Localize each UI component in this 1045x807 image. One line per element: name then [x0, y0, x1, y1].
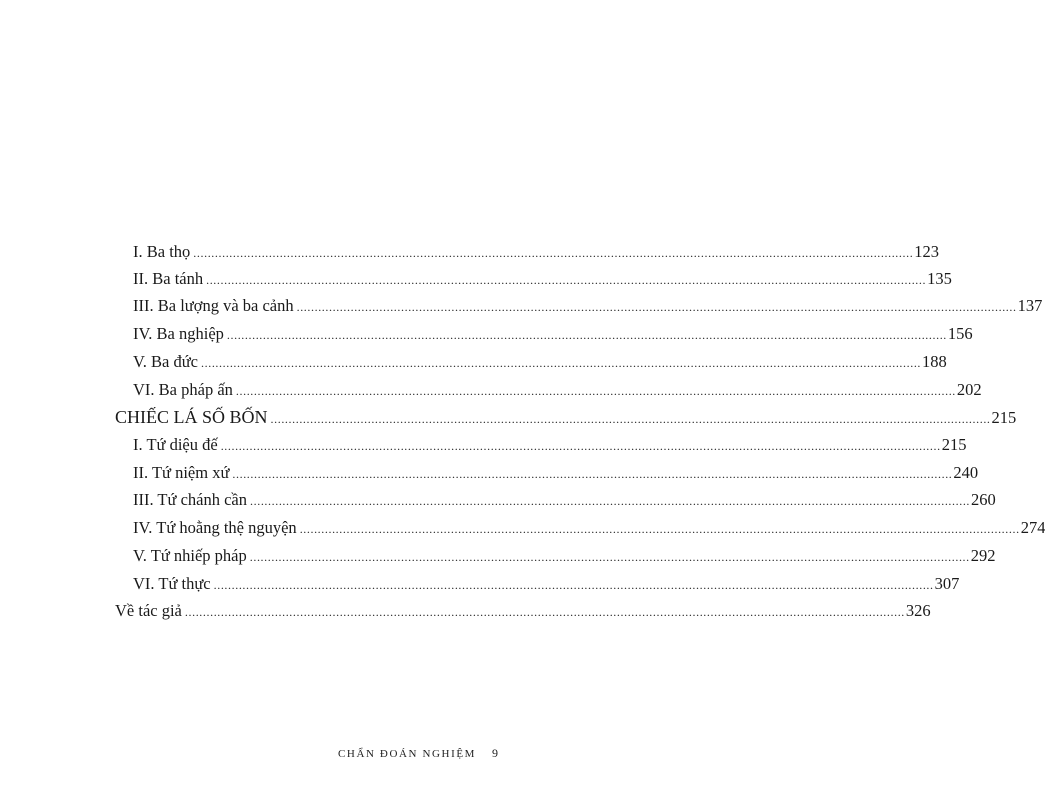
toc-entry[interactable] — [133, 378, 982, 402]
toc-leader-dots: ........................................................................................................................................................................................................ — [270, 412, 991, 426]
toc-entry-page: 215 — [941, 435, 967, 454]
toc-chapter-title: CHIẾC LÁ SỐ BỐN — [115, 407, 268, 427]
toc-entry-page: 240 — [953, 463, 979, 482]
toc-leader-dots: ........................................................................................................................................................................................................ — [226, 328, 947, 342]
running-title: CHẨN ĐOÁN NGHIỆM — [338, 748, 477, 760]
toc-leader-dots: ........................................................................................................................................................................................................ — [250, 494, 971, 508]
toc-entry[interactable] — [133, 516, 1045, 540]
toc-entry[interactable] — [133, 544, 996, 568]
toc-leader-dots: ........................................................................................................................................................................................................ — [213, 578, 934, 592]
toc-leader-dots: ........................................................................................................................................................................................................ — [249, 550, 970, 564]
toc-leader-dots: ........................................................................................................................................................................................................ — [299, 522, 1020, 536]
toc-leader-dots: ........................................................................................................................................................................................................ — [201, 356, 922, 370]
toc-entry-page: 307 — [934, 574, 960, 593]
toc-entry-title: II. Ba tánh — [133, 269, 204, 288]
toc-entry-page: 123 — [914, 242, 940, 261]
toc-entry-title: I. Ba thọ — [133, 242, 191, 261]
toc-entry[interactable] — [133, 488, 996, 512]
page-footer — [338, 746, 498, 766]
page-number: 9 — [492, 746, 498, 760]
toc-entry-page: 274 — [1020, 518, 1045, 537]
toc-entry-title: III. Tứ chánh cần — [133, 490, 248, 509]
toc-leader-dots: ........................................................................................................................................................................................................ — [193, 246, 914, 260]
toc-entry-title: VI. Ba pháp ấn — [133, 380, 233, 399]
toc-leader-dots: ........................................................................................................................................................................................................ — [296, 300, 1017, 314]
toc-entry-page: 137 — [1017, 296, 1043, 315]
toc-leader-dots: ........................................................................................................................................................................................................ — [235, 384, 956, 398]
toc-entry[interactable] — [133, 294, 1043, 318]
toc-entry-title: Về tác giả — [115, 601, 182, 620]
toc-entry[interactable] — [133, 461, 979, 485]
toc-leader-dots: ........................................................................................................................................................................................................ — [206, 273, 927, 287]
toc-entry-page: 188 — [922, 352, 947, 371]
toc-entry-title: V. Tứ nhiếp pháp — [133, 546, 247, 565]
toc-entry[interactable] — [133, 350, 947, 374]
toc-entry-title: V. Ba đức — [133, 352, 199, 371]
toc-entry-title: II. Tứ niệm xứ — [133, 463, 230, 482]
toc-entry-title: I. Tứ diệu đế — [133, 435, 218, 454]
toc-entry-title: IV. Ba nghiệp — [133, 324, 224, 343]
toc-entry-page: 215 — [991, 408, 1017, 427]
toc-entry[interactable] — [115, 599, 931, 623]
toc-leader-dots: ........................................................................................................................................................................................................ — [232, 467, 953, 481]
toc-entry[interactable] — [133, 322, 973, 346]
toc-entry[interactable] — [133, 433, 967, 457]
toc-entry-title: III. Ba lượng và ba cảnh — [133, 296, 294, 315]
toc-entry-title: VI. Tứ thực — [133, 574, 211, 593]
toc-entry-page: 135 — [927, 269, 952, 288]
toc-leader-dots: ........................................................................................................................................................................................................ — [220, 439, 941, 453]
toc-entry-page: 202 — [956, 380, 982, 399]
toc-entry-page: 292 — [970, 546, 996, 565]
toc-entry[interactable] — [133, 572, 960, 596]
toc-leader-dots: ........................................................................................................................................................................................................ — [184, 605, 905, 619]
toc-entry-page: 156 — [947, 324, 973, 343]
toc-entry[interactable] — [133, 267, 952, 291]
toc-entry-title: IV. Tứ hoằng thệ nguyện — [133, 518, 297, 537]
toc-entry-page: 326 — [905, 601, 931, 620]
toc-chapter-entry[interactable] — [115, 405, 1017, 429]
toc-entry[interactable] — [133, 240, 940, 264]
toc-entry-page: 260 — [971, 490, 996, 509]
